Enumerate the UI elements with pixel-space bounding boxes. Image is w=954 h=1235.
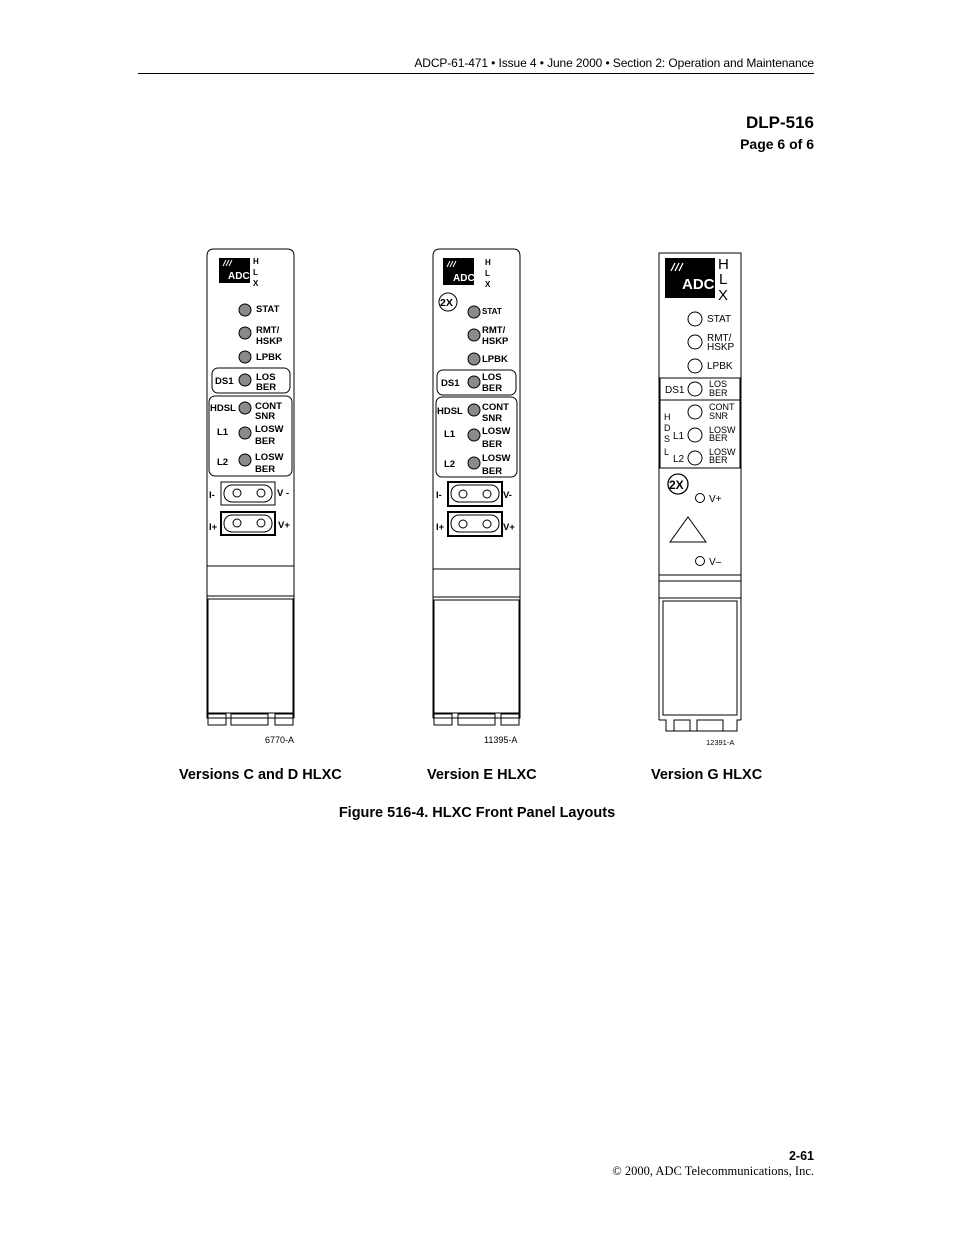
ber2-label: BER xyxy=(482,466,503,477)
lpbk-led xyxy=(239,351,251,363)
hlx-x: X xyxy=(253,279,259,288)
hdsl-label: HDSL xyxy=(210,403,236,414)
v-plus-label: V+ xyxy=(503,522,515,533)
hlx-h: H xyxy=(253,257,259,266)
losw1-label: LOSW xyxy=(709,425,736,435)
adc-logo-text: ADC xyxy=(682,276,715,293)
v-minus-label: V- xyxy=(503,490,512,501)
stat-label: STAT xyxy=(256,304,280,315)
los-label: LOS xyxy=(256,372,276,383)
ds1-led xyxy=(688,382,702,396)
hlx-x: X xyxy=(485,280,491,289)
v-plus-label: V+ xyxy=(709,494,722,505)
i-plus-label: I+ xyxy=(436,522,445,533)
rmt-led xyxy=(688,335,702,349)
figure-title: Figure 516-4. HLXC Front Panel Layouts xyxy=(338,805,616,821)
ds1-label: DS1 xyxy=(665,385,685,396)
snr-label: SNR xyxy=(482,413,503,424)
l2-label: L2 xyxy=(673,454,685,465)
ber-label: BER xyxy=(256,382,277,393)
ber1-label: BER xyxy=(482,439,503,450)
ber-label: BER xyxy=(482,383,503,394)
rmt-label: RMT/ xyxy=(482,325,506,336)
lpbk-label: LPBK xyxy=(256,352,282,363)
l1-led xyxy=(239,427,251,439)
v-minus-label: V - xyxy=(277,488,290,499)
2x-badge-text: 2X xyxy=(669,478,684,492)
hlx-l: L xyxy=(485,269,490,278)
caption-version-g: Version G HLXC xyxy=(651,767,763,783)
cont-led xyxy=(688,405,702,419)
cont-label: CONT xyxy=(482,402,509,413)
hlx-x: X xyxy=(718,287,729,304)
page-of: Page 6 of 6 xyxy=(740,136,814,152)
l2-label: L2 xyxy=(217,457,229,468)
i-plus-label: I+ xyxy=(209,522,218,533)
rmt-led xyxy=(239,327,251,339)
stat-label: STAT xyxy=(482,307,502,316)
cont-label: CONT xyxy=(255,401,282,412)
hlx-h: H xyxy=(485,258,491,267)
losw2-label: LOSW xyxy=(709,447,736,457)
ds1-label: DS1 xyxy=(215,376,234,387)
ber2-label: BER xyxy=(255,464,276,475)
l2-label: L2 xyxy=(444,459,456,470)
l1-led xyxy=(688,428,702,442)
v-minus-label: V– xyxy=(709,557,722,568)
2x-badge-text: 2X xyxy=(440,297,453,309)
snr-label: SNR xyxy=(709,411,729,421)
rmt-led xyxy=(468,329,480,341)
rmt-label: RMT/ xyxy=(707,333,732,344)
hskp-label: HSKP xyxy=(482,336,509,347)
running-head: ADCP-61-471 • Issue 4 • June 2000 • Section 2: Operation and Maintenance xyxy=(414,56,814,70)
page-number: 2-61 xyxy=(788,1149,814,1163)
cont-led xyxy=(468,404,480,416)
hlx-l: L xyxy=(253,268,258,277)
losw1-label: LOSW xyxy=(482,426,511,437)
ber-label: BER xyxy=(709,388,728,398)
ds1-label: DS1 xyxy=(441,378,460,389)
losw1-label: LOSW xyxy=(255,424,284,435)
l2-led xyxy=(688,451,702,465)
copyright: © 2000, ADC Telecommunications, Inc. xyxy=(612,1164,814,1178)
stat-led xyxy=(688,312,702,326)
stat-led xyxy=(239,304,251,316)
v-plus-test-point xyxy=(696,494,705,503)
caption-version-e: Version E HLXC xyxy=(427,767,537,783)
ber2-label: BER xyxy=(709,455,728,465)
hdsl-h: H xyxy=(664,412,671,422)
hskp-label: HSKP xyxy=(256,336,283,347)
l2-led xyxy=(239,454,251,466)
adc-logo-text: ADC xyxy=(453,273,475,284)
caption-versions-c-d: Versions C and D HLXC xyxy=(179,767,342,783)
panel-version-e xyxy=(433,249,520,725)
l1-label: L1 xyxy=(217,427,229,438)
los-label: LOS xyxy=(709,379,728,389)
losw2-label: LOSW xyxy=(255,452,284,463)
hlx-l: L xyxy=(719,271,728,288)
v-minus-test-point xyxy=(696,557,705,566)
dlp-number: DLP-516 xyxy=(745,113,814,132)
i-minus-label: I- xyxy=(209,490,215,501)
losw2-label: LOSW xyxy=(482,453,511,464)
hskp-label: HSKP xyxy=(707,342,735,353)
figure-id-11395: 11395-A xyxy=(484,735,518,745)
los-label: LOS xyxy=(482,372,502,383)
figure-id-12391: 12391-A xyxy=(706,738,735,747)
ds1-led xyxy=(239,374,251,386)
ber1-label: BER xyxy=(709,433,728,443)
lpbk-label: LPBK xyxy=(482,354,508,365)
i-minus-label: I- xyxy=(436,490,442,501)
hdsl-label: HDSL xyxy=(437,406,463,417)
hlx-h: H xyxy=(718,256,729,273)
stat-led xyxy=(468,306,480,318)
stat-label: STAT xyxy=(707,314,732,325)
v-plus-label: V+ xyxy=(278,520,290,531)
cont-led xyxy=(239,402,251,414)
hdsl-s: S xyxy=(664,434,671,444)
ber1-label: BER xyxy=(255,436,276,447)
l1-label: L1 xyxy=(673,431,685,442)
ds1-led xyxy=(468,376,480,388)
figure-id-6770: 6770-A xyxy=(265,735,295,745)
hdsl-d: D xyxy=(664,423,671,433)
snr-label: SNR xyxy=(255,411,276,422)
l1-led xyxy=(468,429,480,441)
hdsl-l: L xyxy=(664,447,670,457)
panel-versions-c-d xyxy=(207,249,294,725)
rmt-label: RMT/ xyxy=(256,325,280,336)
lpbk-label: LPBK xyxy=(707,361,733,372)
lpbk-led xyxy=(688,359,702,373)
lpbk-led xyxy=(468,353,480,365)
cont-label: CONT xyxy=(709,402,735,412)
adc-logo-text: ADC xyxy=(228,271,250,282)
l2-led xyxy=(468,457,480,469)
l1-label: L1 xyxy=(444,429,456,440)
